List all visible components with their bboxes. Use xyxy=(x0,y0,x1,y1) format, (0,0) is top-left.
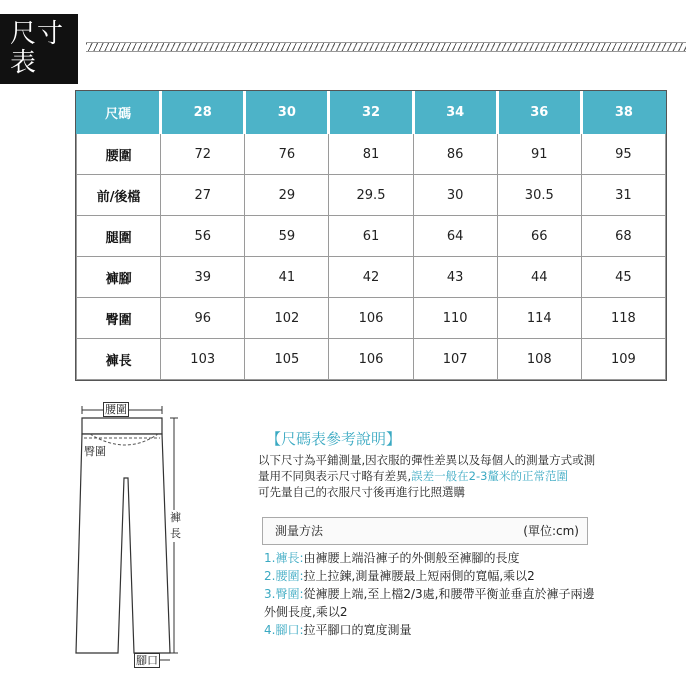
table-cell: 76 xyxy=(245,134,329,175)
table-cell: 29 xyxy=(245,175,329,216)
table-cell: 103 xyxy=(161,339,245,380)
table-cell: 95 xyxy=(581,134,665,175)
table-cell: 30 xyxy=(413,175,497,216)
table-cell: 30.5 xyxy=(497,175,581,216)
reference-line-1: 以下尺寸為平鋪測量,因衣服的彈性差異以及每個人的測量方式或測 xyxy=(258,453,596,467)
step-text: 從褲腰上端,至上檔2/3處,和腰帶平衡並垂直於褲子兩邊 xyxy=(303,587,595,601)
step-text: 外側長度,乘以2 xyxy=(264,605,348,619)
table-cell: 72 xyxy=(161,134,245,175)
size-col-36: 36 xyxy=(497,92,581,134)
step-text: 由褲腰上端沿褲子的外側般至褲腳的長度 xyxy=(303,551,520,565)
table-cell: 27 xyxy=(161,175,245,216)
list-item xyxy=(264,621,684,639)
measure-steps xyxy=(264,549,684,639)
table-cell: 105 xyxy=(245,339,329,380)
diagram-hem-label: 腳口 xyxy=(136,654,158,667)
table-row xyxy=(77,216,666,257)
table-row xyxy=(77,298,666,339)
table-cell: 107 xyxy=(413,339,497,380)
step-key: 3.臀圍: xyxy=(264,587,304,601)
table-cell: 44 xyxy=(497,257,581,298)
reference-line-2-highlight: 誤差一般在2-3釐米的正常范圍 xyxy=(411,469,568,483)
size-header-label: 尺碼 xyxy=(77,92,161,134)
table-cell: 68 xyxy=(581,216,665,257)
header-divider xyxy=(86,42,686,52)
reference-line-2-plain: 量用不同與表示尺寸略有差異, xyxy=(258,469,412,483)
row-label-waist: 腰圍 xyxy=(77,134,161,175)
reference-title: 【尺碼表參考說明】 xyxy=(266,430,402,448)
reference-body xyxy=(258,452,673,500)
size-table xyxy=(76,91,666,380)
step-text: 拉上拉鍊,測量褲腰最上短兩側的寬幅,乘以2 xyxy=(303,569,535,583)
title-line-1: 尺寸 xyxy=(10,19,65,49)
title-line-2: 表 xyxy=(10,48,38,78)
size-col-34: 34 xyxy=(413,92,497,134)
table-cell: 29.5 xyxy=(329,175,413,216)
table-cell: 102 xyxy=(245,298,329,339)
row-label-hem: 褲腳 xyxy=(77,257,161,298)
step-key: 1.褲長: xyxy=(264,551,304,565)
measure-method-header xyxy=(262,517,588,545)
size-chart-title xyxy=(0,14,78,84)
diagram-length-label-1: 褲 xyxy=(170,511,181,524)
diagram-waist-label: 腰圍 xyxy=(105,403,127,416)
table-cell: 39 xyxy=(161,257,245,298)
list-item xyxy=(264,549,684,567)
size-col-28: 28 xyxy=(161,92,245,134)
table-cell: 42 xyxy=(329,257,413,298)
reference-line-2 xyxy=(258,468,673,484)
diagram-hip-label: 臀圍 xyxy=(84,445,106,458)
row-label-length: 褲長 xyxy=(77,339,161,380)
table-cell: 91 xyxy=(497,134,581,175)
table-row xyxy=(77,134,666,175)
diagram-length-label xyxy=(170,510,184,542)
measure-method-label: 測量方法 xyxy=(275,524,324,538)
table-row xyxy=(77,339,666,380)
table-row xyxy=(77,257,666,298)
step-text: 拉平腳口的寬度測量 xyxy=(303,623,412,637)
row-label-hip: 臀圍 xyxy=(77,298,161,339)
table-cell: 106 xyxy=(329,339,413,380)
table-cell: 114 xyxy=(497,298,581,339)
step-key: 4.腳口: xyxy=(264,623,304,637)
list-item xyxy=(264,603,684,621)
list-item xyxy=(264,567,684,585)
diagram-length-label-2: 長 xyxy=(170,527,181,540)
size-col-30: 30 xyxy=(245,92,329,134)
table-cell: 106 xyxy=(329,298,413,339)
pants-diagram xyxy=(70,398,200,670)
table-cell: 64 xyxy=(413,216,497,257)
table-cell: 59 xyxy=(245,216,329,257)
table-cell: 66 xyxy=(497,216,581,257)
table-cell: 108 xyxy=(497,339,581,380)
table-cell: 118 xyxy=(581,298,665,339)
reference-line-3: 可先量自己的衣服尺寸後再進行比照選購 xyxy=(258,485,465,499)
table-cell: 110 xyxy=(413,298,497,339)
measure-unit-label: (單位:cm) xyxy=(523,524,579,538)
table-cell: 41 xyxy=(245,257,329,298)
list-item xyxy=(264,585,684,603)
size-reference-note xyxy=(258,428,678,500)
table-cell: 61 xyxy=(329,216,413,257)
size-col-32: 32 xyxy=(329,92,413,134)
row-label-thigh: 腿圍 xyxy=(77,216,161,257)
table-cell: 96 xyxy=(161,298,245,339)
table-cell: 86 xyxy=(413,134,497,175)
table-cell: 109 xyxy=(581,339,665,380)
table-cell: 31 xyxy=(581,175,665,216)
table-cell: 45 xyxy=(581,257,665,298)
table-cell: 56 xyxy=(161,216,245,257)
table-row xyxy=(77,175,666,216)
step-key: 2.腰圍: xyxy=(264,569,304,583)
row-label-rise: 前/後檔 xyxy=(77,175,161,216)
size-col-38: 38 xyxy=(581,92,665,134)
size-header-row xyxy=(77,92,666,134)
table-cell: 43 xyxy=(413,257,497,298)
table-cell: 81 xyxy=(329,134,413,175)
